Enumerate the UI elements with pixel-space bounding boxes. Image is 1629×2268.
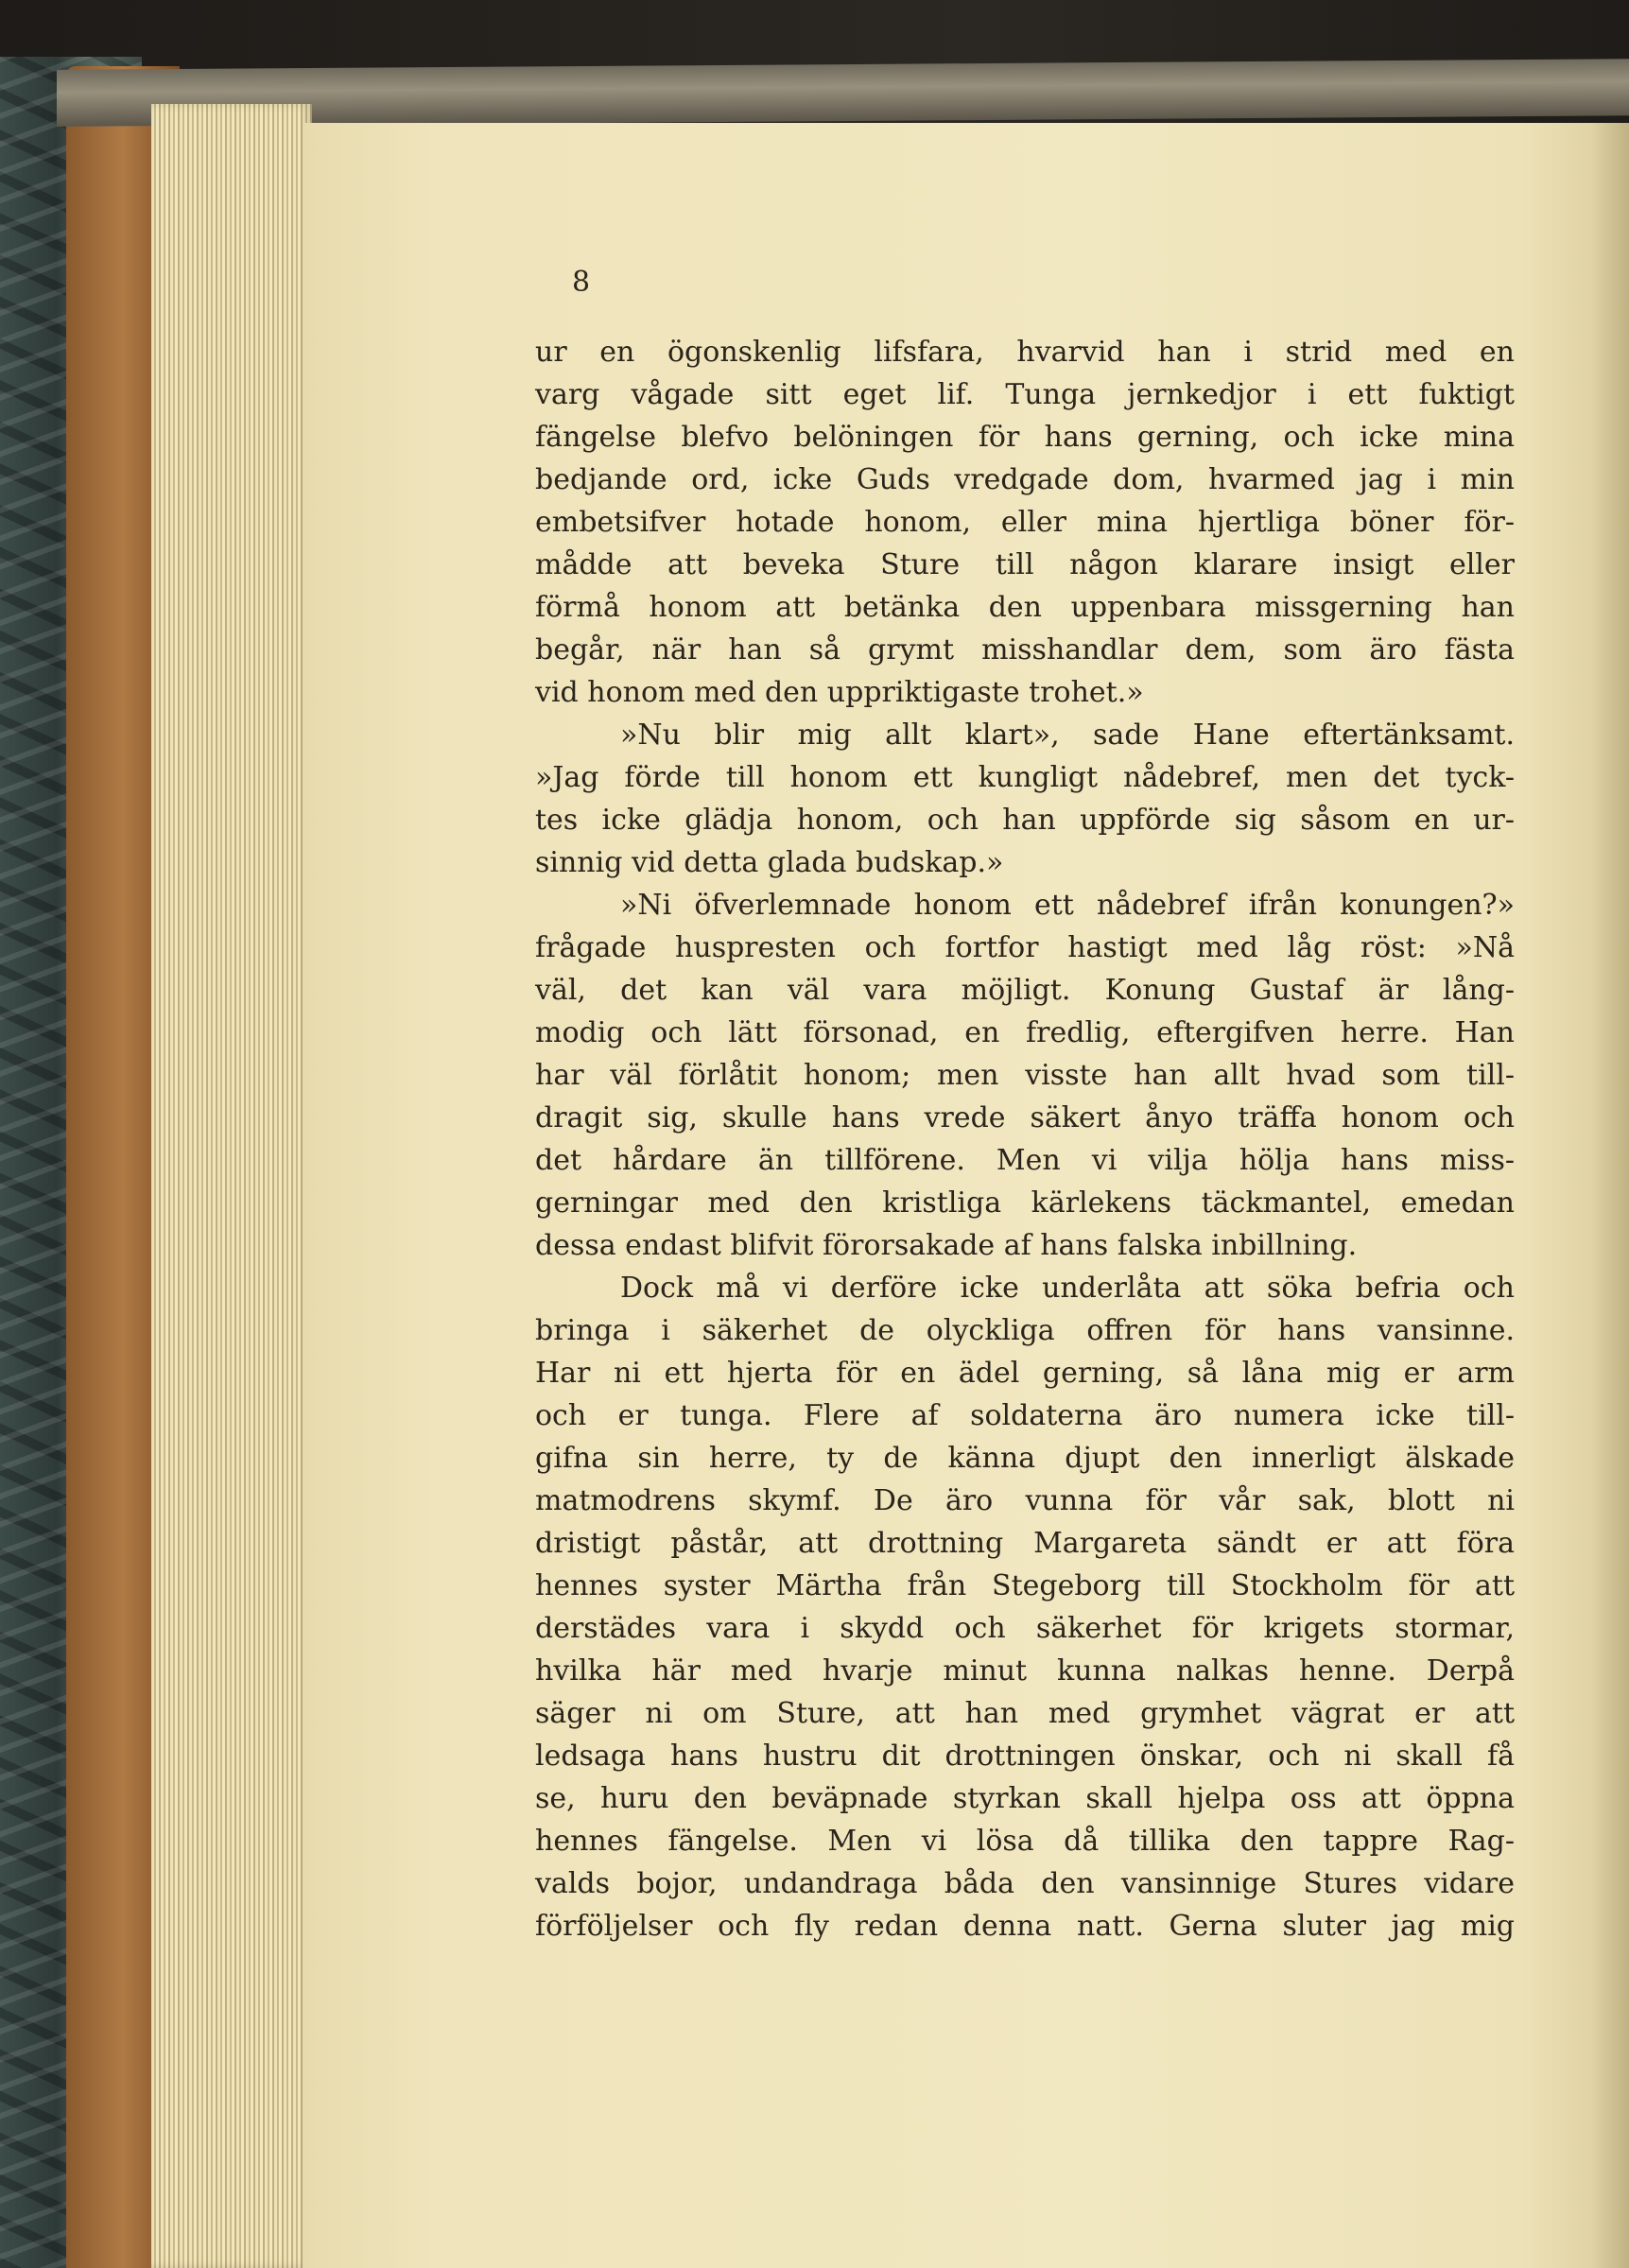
text-line: sinnig vid detta glada budskap.» [535, 846, 1004, 879]
text-line: dragit sig, skulle hans vrede säkert ånyo träffa honom och [535, 1101, 1515, 1134]
page-edges [151, 104, 312, 2268]
text-line: fängelse blefvo belöningen för hans gerning, och icke mina [535, 421, 1515, 454]
text-line: hvilka här med hvarje minut kunna nalkas henne. Derpå [535, 1654, 1515, 1688]
text-line: ledsaga hans hustru dit drottningen önskar, och ni skall få [535, 1740, 1515, 1773]
text-line: vid honom med den uppriktigaste trohet.» [535, 676, 1144, 709]
text-line: se, huru den beväpnade styrkan skall hjelpa oss att öppna [535, 1782, 1515, 1815]
text-line: tes icke glädja honom, och han uppförde sig såsom en ur- [535, 804, 1515, 837]
page-number: 8 [572, 266, 591, 299]
text-line: matmodrens skymf. De äro vunna för vår sak, blott ni [535, 1484, 1515, 1517]
text-line: mådde att beveka Sture till någon klarare insigt eller [535, 548, 1515, 581]
text-line: begår, när han så grymt misshandlar dem, som äro fästa [535, 633, 1515, 667]
text-line: och er tunga. Flere af soldaterna äro numera icke till- [535, 1399, 1515, 1432]
text-line: säger ni om Sture, att han med grymhet vägrat er att [535, 1697, 1515, 1730]
text-line: bedjande ord, icke Guds vredgade dom, hvarmed jag i min [535, 463, 1515, 496]
text-line: förföljelser och fly redan denna natt. Gerna sluter jag mig [535, 1910, 1515, 1943]
text-line: »Nu blir mig allt klart», sade Hane eftertänksamt. [620, 718, 1515, 752]
page-shadow [1591, 123, 1629, 2268]
text-line: bringa i säkerhet de olyckliga offren för hans vansinne. [535, 1314, 1515, 1347]
text-line: »Jag förde till honom ett kungligt nådebref, men det tyck- [535, 761, 1515, 794]
text-line: modig och lätt försonad, en fredlig, eftergifven herre. Han [535, 1016, 1515, 1049]
body-text [535, 331, 1515, 1948]
text-line: dristigt påstår, att drottning Margareta sändt er att föra [535, 1527, 1515, 1560]
text-line: frågade huspresten och fortfor hastigt med låg röst: »Nå [535, 931, 1515, 964]
text-line: Har ni ett hjerta för en ädel gerning, så låna mig er arm [535, 1357, 1515, 1390]
text-line: hennes fängelse. Men vi lösa då tillika den tappre Rag- [535, 1825, 1515, 1858]
text-line: »Ni öfverlemnade honom ett nådebref ifrån konungen?» [620, 889, 1515, 922]
text-line: derstädes vara i skydd och säkerhet för krigets stormar, [535, 1612, 1515, 1645]
text-line: hennes syster Märtha från Stegeborg till Stockholm för att [535, 1569, 1515, 1602]
text-line: förmå honom att betänka den uppenbara missgerning han [535, 591, 1515, 624]
text-line: väl, det kan väl vara möjligt. Konung Gustaf är lång- [535, 974, 1515, 1007]
text-line: Dock må vi derföre icke underlåta att söka befria och [620, 1272, 1515, 1305]
text-line: dessa endast blifvit förorsakade af hans falska inbillning. [535, 1229, 1358, 1262]
text-line: gifna sin herre, ty de känna djupt den innerligt älskade [535, 1442, 1515, 1475]
text-line: gerningar med den kristliga kärlekens täckmantel, emedan [535, 1186, 1515, 1220]
text-line: har väl förlåtit honom; men visste han allt hvad som till- [535, 1059, 1515, 1092]
text-line: valds bojor, undandraga båda den vansinnige Stures vidare [535, 1867, 1515, 1900]
text-line: ur en ögonskenlig lifsfara, hvarvid han i strid med en [535, 336, 1515, 369]
text-line: det hårdare än tillförene. Men vi vilja hölja hans miss- [535, 1144, 1515, 1177]
text-line: embetsifver hotade honom, eller mina hjertliga böner för- [535, 506, 1515, 539]
text-line: varg vågade sitt eget lif. Tunga jernkedjor i ett fuktigt [535, 378, 1515, 411]
